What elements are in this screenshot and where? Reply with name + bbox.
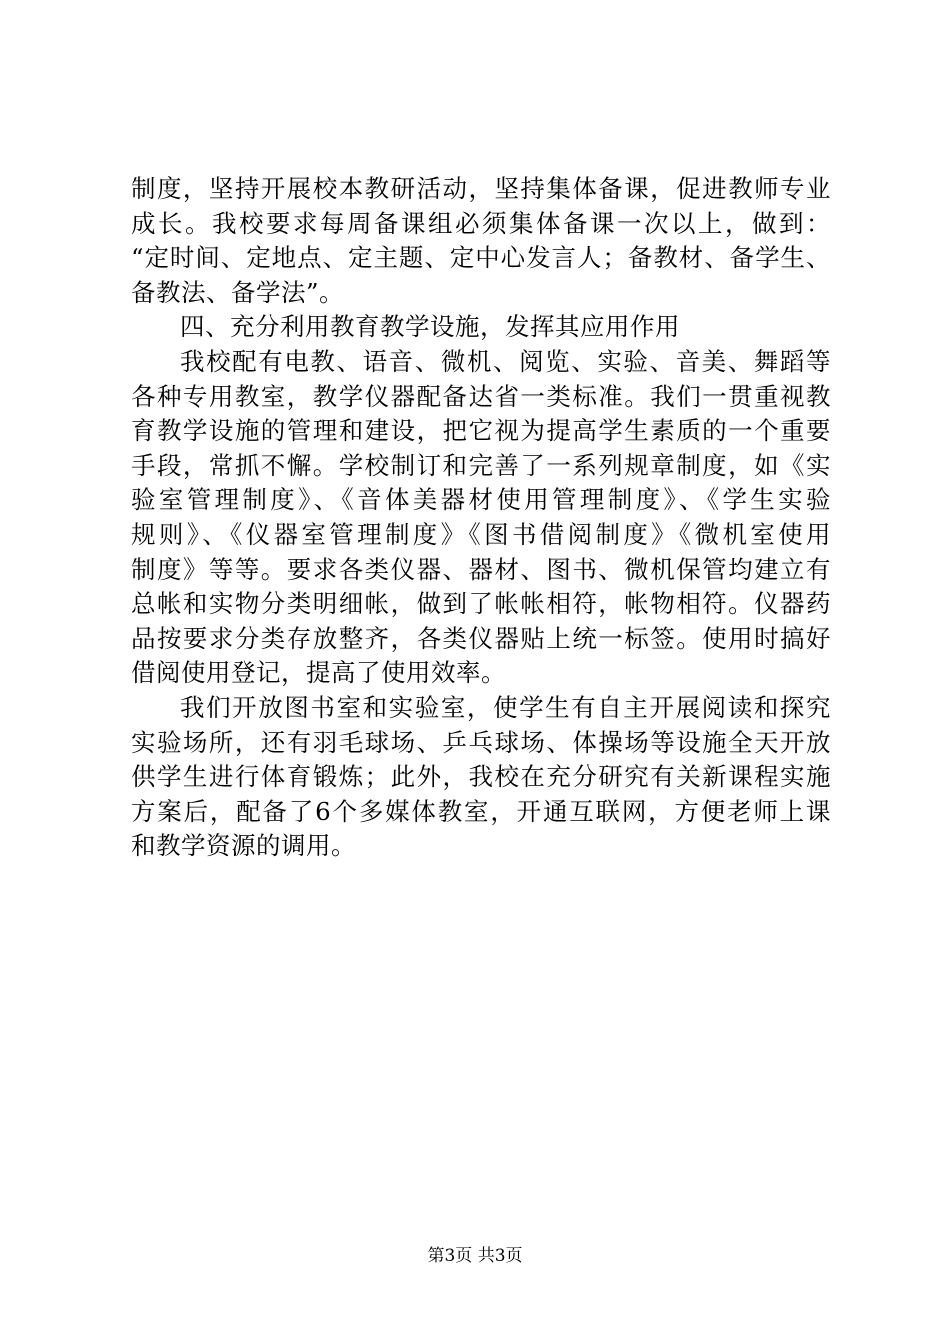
text-line: 育教学设施的管理和建设，把它视为提高学生素质的一个重要 <box>131 416 831 446</box>
text-line: 实验场所，还有羽毛球场、乒乓球场、体操场等设施全天开放 <box>131 727 831 757</box>
text-line: 方案后，配备了6个多媒体教室，开通互联网，方便老师上课 <box>131 796 831 826</box>
text-line: “定时间、定地点、定主题、定中心发言人；备教材、备学生、 <box>131 243 831 273</box>
body-text <box>131 172 831 864</box>
text-line: 我们开放图书室和实验室，使学生有自主开展阅读和探究 <box>180 692 831 722</box>
text-line: 和教学资源的调用。 <box>131 831 356 861</box>
text-line: 借阅使用登记，提高了使用效率。 <box>131 658 506 688</box>
text-line: 总帐和实物分类明细帐，做到了帐帐相符，帐物相符。仪器药 <box>131 589 831 619</box>
text-line: 各种专用教室，教学仪器配备达省一类标准。我们一贯重视教 <box>131 381 831 411</box>
text-line: 备教法、备学法”。 <box>131 277 345 307</box>
text-line: 品按要求分类存放整齐，各类仪器贴上统一标签。使用时搞好 <box>131 623 831 653</box>
text-line: 供学生进行体育锻炼；此外，我校在充分研究有关新课程实施 <box>131 762 831 792</box>
text-line: 制度》等等。要求各类仪器、器材、图书、微机保管均建立有 <box>131 554 831 584</box>
page-footer: 第3页 共3页 <box>427 1246 523 1266</box>
text-line: 我校配有电教、语音、微机、阅览、实验、音美、舞蹈等 <box>180 346 831 376</box>
text-line: 规则》、《仪器室管理制度》《图书借阅制度》《微机室使用 <box>131 519 831 549</box>
text-line: 验室管理制度》、《音体美器材使用管理制度》、《学生实验 <box>131 485 831 515</box>
section-heading: 四、充分利用教育教学设施，发挥其应用作用 <box>180 312 680 342</box>
text-line: 成长。我校要求每周备课组必须集体备课一次以上，做到： <box>131 208 831 238</box>
text-line: 制度，坚持开展校本教研活动，坚持集体备课，促进教师专业 <box>131 174 831 203</box>
text-line: 手段，常抓不懈。学校制订和完善了一系列规章制度，如《实 <box>131 450 831 480</box>
